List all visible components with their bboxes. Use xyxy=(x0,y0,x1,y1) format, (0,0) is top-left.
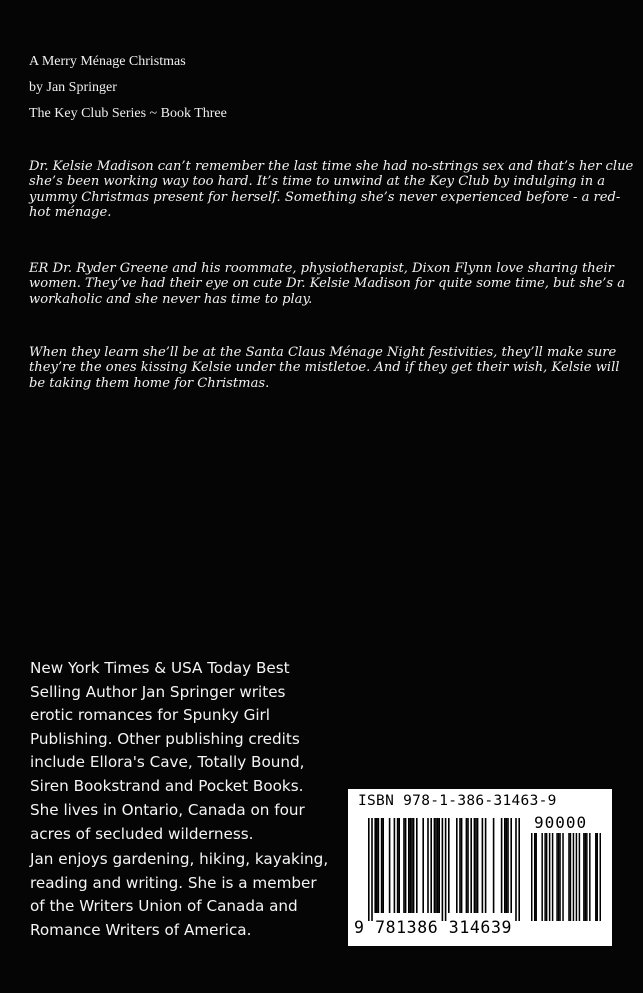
barcode-bar xyxy=(570,833,571,921)
barcode-bar xyxy=(416,818,418,913)
isbn-label: ISBN 978-1-386-31463-9 xyxy=(358,793,557,809)
barcode-bar xyxy=(438,818,440,913)
barcode-bar xyxy=(573,833,574,921)
barcode-bar xyxy=(531,833,532,921)
barcode-bar xyxy=(394,818,396,913)
barcode-addon-digits: 90000 xyxy=(534,813,588,832)
barcode-bar xyxy=(374,818,376,913)
barcode-bar xyxy=(600,833,601,921)
barcode-bar xyxy=(430,818,432,913)
barcode-bar xyxy=(482,818,484,913)
barcode-bar xyxy=(422,818,424,913)
barcode-bar xyxy=(403,818,405,913)
barcode-bar xyxy=(546,833,547,921)
barcode-bar xyxy=(510,818,512,913)
barcode-bar xyxy=(434,818,436,913)
barcode-bar xyxy=(459,818,461,913)
blurb-paragraph: ER Dr. Ryder Greene and his roommate, physiotherapist, Dixon Flynn love sharing their women. They’ve had their eye on cute Dr. Kelsie Madison for quite some time, but she’s a workaholic and she never has time to play. xyxy=(29,261,626,307)
barcode-bar xyxy=(507,818,509,913)
blurb-paragraph: When they learn she’ll be at the Santa Claus Ménage Night festivities, they’ll make sure they’re the ones kissing Kelsie under the mistletoe. And if they get their wish, Kelsie will be taking them home for Christmas. xyxy=(29,345,620,391)
barcode-ean-digits: 9 781386 314639 xyxy=(354,918,513,937)
barcode-bar xyxy=(382,818,384,913)
barcode-bar xyxy=(470,818,472,913)
barcode-bar xyxy=(389,818,391,913)
barcode-bar xyxy=(576,833,577,921)
barcode-bar xyxy=(376,818,378,913)
barcode-bar xyxy=(466,818,468,913)
barcode-bar xyxy=(579,833,580,921)
barcode-bar xyxy=(515,818,517,921)
barcode-bar xyxy=(411,818,413,913)
barcode-bar xyxy=(534,833,535,921)
author-bio-paragraph: Jan enjoys gardening, hiking, kayaking, reading and writing. She is a member of the Writers Union of Canada and Romance Writers of America. xyxy=(30,850,329,939)
barcode-bar xyxy=(559,833,560,921)
blurb-paragraph: Dr. Kelsie Madison can’t remember the last time she had no-strings sex and that’s her clue she’s been working way too hard. It’s time to unwind at the Key Club by indulging in a yummy Christmas present for herself. Something she’s never experienced before - a red-hot ménage. xyxy=(29,159,634,220)
barcode-bar xyxy=(467,818,469,913)
author-bio-paragraph: She lives in Ontario, Canada on four acres of secluded wilderness. xyxy=(30,801,305,843)
barcode-bar xyxy=(442,818,444,921)
barcode-bar xyxy=(427,818,429,913)
barcode-bar xyxy=(558,833,559,921)
barcode-bar xyxy=(371,818,373,921)
author-line: by Jan Springer xyxy=(29,80,117,95)
barcode-bar xyxy=(535,833,536,921)
barcode-bar xyxy=(595,833,596,921)
barcode-bar xyxy=(501,818,503,913)
barcode-bar xyxy=(368,818,370,921)
barcode-bar xyxy=(456,818,458,913)
author-bio-paragraph: New York Times & USA Today Best Selling Author Jan Springer writes erotic romances for Spunky Girl Publishing. Other publishing credits include Ellora's Cave, Totally Bound, Siren Bookstrand and Pocket Books. xyxy=(30,659,305,795)
barcode-bar xyxy=(397,818,399,913)
book-title: A Merry Ménage Christmas xyxy=(29,54,186,69)
barcode-bar xyxy=(435,818,437,913)
isbn-barcode xyxy=(348,789,612,946)
series-line: The Key Club Series ~ Book Three xyxy=(29,106,227,121)
barcode-bar xyxy=(562,833,563,921)
barcode-bar xyxy=(477,818,479,913)
barcode-bar xyxy=(586,833,587,921)
barcode-bar xyxy=(413,818,415,913)
barcode-bar xyxy=(410,818,412,913)
barcode-bar xyxy=(541,833,542,921)
barcode-bar xyxy=(568,833,569,921)
barcode-bar xyxy=(475,818,477,913)
barcode-bar xyxy=(493,818,495,913)
barcode-bar xyxy=(597,833,598,921)
barcode-bar xyxy=(585,833,586,921)
barcode-bar xyxy=(556,833,557,921)
barcode-bar xyxy=(589,833,590,921)
barcode-bar xyxy=(544,833,545,921)
barcode-bar xyxy=(552,833,553,921)
barcode-bar xyxy=(378,818,380,913)
barcode-bar xyxy=(437,818,439,913)
barcode-bar xyxy=(583,833,584,921)
barcode-bar xyxy=(506,818,508,913)
barcode-bar xyxy=(408,818,410,913)
barcode-bar xyxy=(518,818,520,921)
barcode-bar xyxy=(504,818,506,913)
barcode-bar xyxy=(398,818,400,913)
barcode-bar xyxy=(461,818,463,913)
barcode-bar xyxy=(445,818,447,921)
barcode-bar xyxy=(485,818,487,913)
barcode-bar xyxy=(549,833,550,921)
barcode-bar xyxy=(381,818,383,913)
barcode-bar xyxy=(405,818,407,913)
barcode-bar xyxy=(448,818,450,913)
barcode-bar xyxy=(474,818,476,913)
